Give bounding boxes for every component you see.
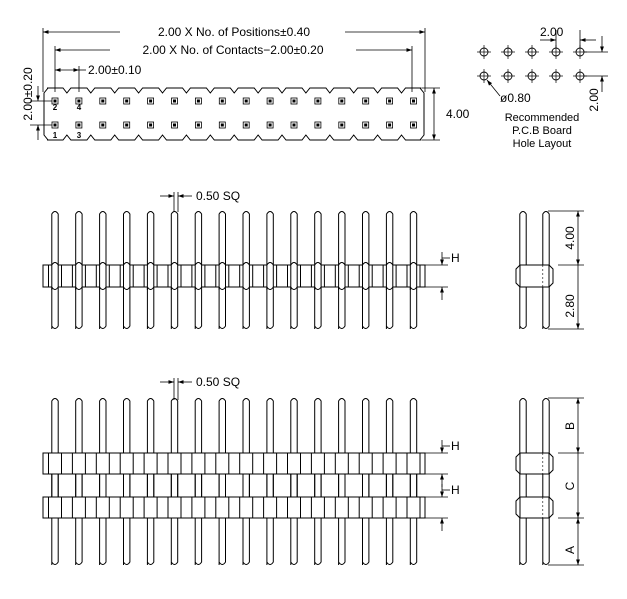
- pin: [315, 263, 321, 291]
- pin-square-fill: [125, 124, 128, 127]
- pin: [315, 399, 321, 566]
- side-body: [516, 453, 553, 474]
- pin: [291, 399, 297, 566]
- pin-square-fill: [197, 100, 200, 103]
- pin: [543, 399, 549, 566]
- pin-number-3: 3: [76, 131, 82, 140]
- pin: [243, 263, 249, 291]
- pin-square-fill: [77, 124, 80, 127]
- pcb-caption-line-2: P.C.B Board: [512, 125, 572, 137]
- pin-square-fill: [54, 124, 57, 127]
- pin: [124, 263, 130, 291]
- pin: [267, 263, 273, 291]
- pin: [520, 399, 526, 566]
- pin-square-fill: [245, 124, 248, 127]
- side-body: [516, 497, 553, 518]
- pin: [386, 399, 392, 566]
- pin-square-fill: [316, 100, 319, 103]
- dim-a-label: A: [563, 545, 577, 555]
- pin: [410, 263, 416, 291]
- pin-square-fill: [101, 124, 104, 127]
- pin-square-fill: [412, 124, 415, 127]
- pin: [219, 263, 225, 291]
- pin-number-1: 1: [52, 131, 58, 140]
- pin-square-fill: [173, 100, 176, 103]
- pin-square-fill: [221, 124, 224, 127]
- pin-square-fill: [149, 124, 152, 127]
- pin-square-fill: [340, 100, 343, 103]
- pin-number-4: 4: [76, 103, 82, 112]
- pin: [386, 263, 392, 291]
- pin-square-fill: [412, 100, 415, 103]
- single-h-label: H: [451, 251, 460, 265]
- dim-b-label: B: [563, 421, 577, 431]
- top-view: [44, 88, 424, 140]
- side-body: [516, 265, 553, 287]
- pin-square-fill: [364, 100, 367, 103]
- plastic-body: [43, 497, 425, 518]
- dim-contacts-label: 2.00 X No. of Contacts−2.00±0.20: [142, 43, 324, 57]
- pin-square-fill: [388, 124, 391, 127]
- pcb-hole-dia-label: ø0.80: [500, 91, 531, 105]
- single-pin-sq-label: 0.50 SQ: [196, 189, 241, 203]
- pcb-dimensions: [487, 30, 608, 96]
- pin-square-fill: [125, 100, 128, 103]
- pin: [76, 399, 82, 566]
- double-h-upper-label: H: [451, 439, 460, 453]
- pin: [363, 263, 369, 291]
- pin-square-fill: [388, 100, 391, 103]
- pin-square-fill: [221, 100, 224, 103]
- pin: [243, 399, 249, 566]
- dim-positions-label: 2.00 X No. of Positions±0.40: [157, 25, 311, 39]
- pin: [147, 263, 153, 291]
- pcb-pitch-y-label: 2.00: [587, 88, 601, 112]
- pin: [363, 399, 369, 566]
- double-pin-sq-label: 0.50 SQ: [196, 375, 241, 389]
- pin-square-fill: [245, 100, 248, 103]
- double-row-side-view: [516, 399, 553, 566]
- pin: [100, 263, 106, 291]
- pin-square-fill: [293, 124, 296, 127]
- single-upper-dim-label: 4.00: [563, 226, 577, 250]
- pin: [291, 263, 297, 291]
- pin: [76, 263, 82, 291]
- dim-height-label: 4.00: [446, 107, 470, 121]
- pin: [267, 399, 273, 566]
- pin: [124, 399, 130, 566]
- pin-square-fill: [101, 100, 104, 103]
- dim-c-label: C: [563, 481, 577, 491]
- pin: [52, 263, 58, 291]
- pin-square-fill: [293, 100, 296, 103]
- pin: [100, 399, 106, 566]
- pin: [52, 399, 58, 566]
- single-row-front-view: [43, 212, 425, 330]
- pin-square-fill: [316, 124, 319, 127]
- pcb-caption-line-1: Recommended: [504, 112, 580, 124]
- plastic-body: [43, 453, 425, 474]
- pin-number-2: 2: [52, 103, 58, 112]
- pin: [339, 399, 345, 566]
- pin-square-fill: [173, 124, 176, 127]
- pin: [219, 399, 225, 566]
- pin: [195, 263, 201, 291]
- dim-pitch-label: 2.00±0.10: [88, 63, 142, 77]
- pcb-pitch-x-label: 2.00: [540, 25, 564, 39]
- pin-square-fill: [340, 124, 343, 127]
- pin-square-fill: [197, 124, 200, 127]
- single-lower-dim-label: 2.80: [563, 294, 577, 318]
- pin: [171, 399, 177, 566]
- pin: [410, 399, 416, 566]
- pin-square-fill: [269, 124, 272, 127]
- dim-row-spacing-label: 2.00±0.20: [21, 67, 35, 121]
- double-h-lower-label: H: [451, 483, 460, 497]
- double-row-front-view: [43, 399, 425, 566]
- single-row-side-view: [516, 212, 553, 330]
- pin-square-fill: [149, 100, 152, 103]
- pin: [339, 263, 345, 291]
- pcb-caption-line-3: Hole Layout: [512, 138, 572, 150]
- pin: [147, 399, 153, 566]
- pin-square-fill: [364, 124, 367, 127]
- header-top-outline: [44, 88, 424, 140]
- pcb-hole-grid: [477, 45, 587, 83]
- pin: [195, 399, 201, 566]
- pin: [171, 263, 177, 291]
- pin-square-fill: [269, 100, 272, 103]
